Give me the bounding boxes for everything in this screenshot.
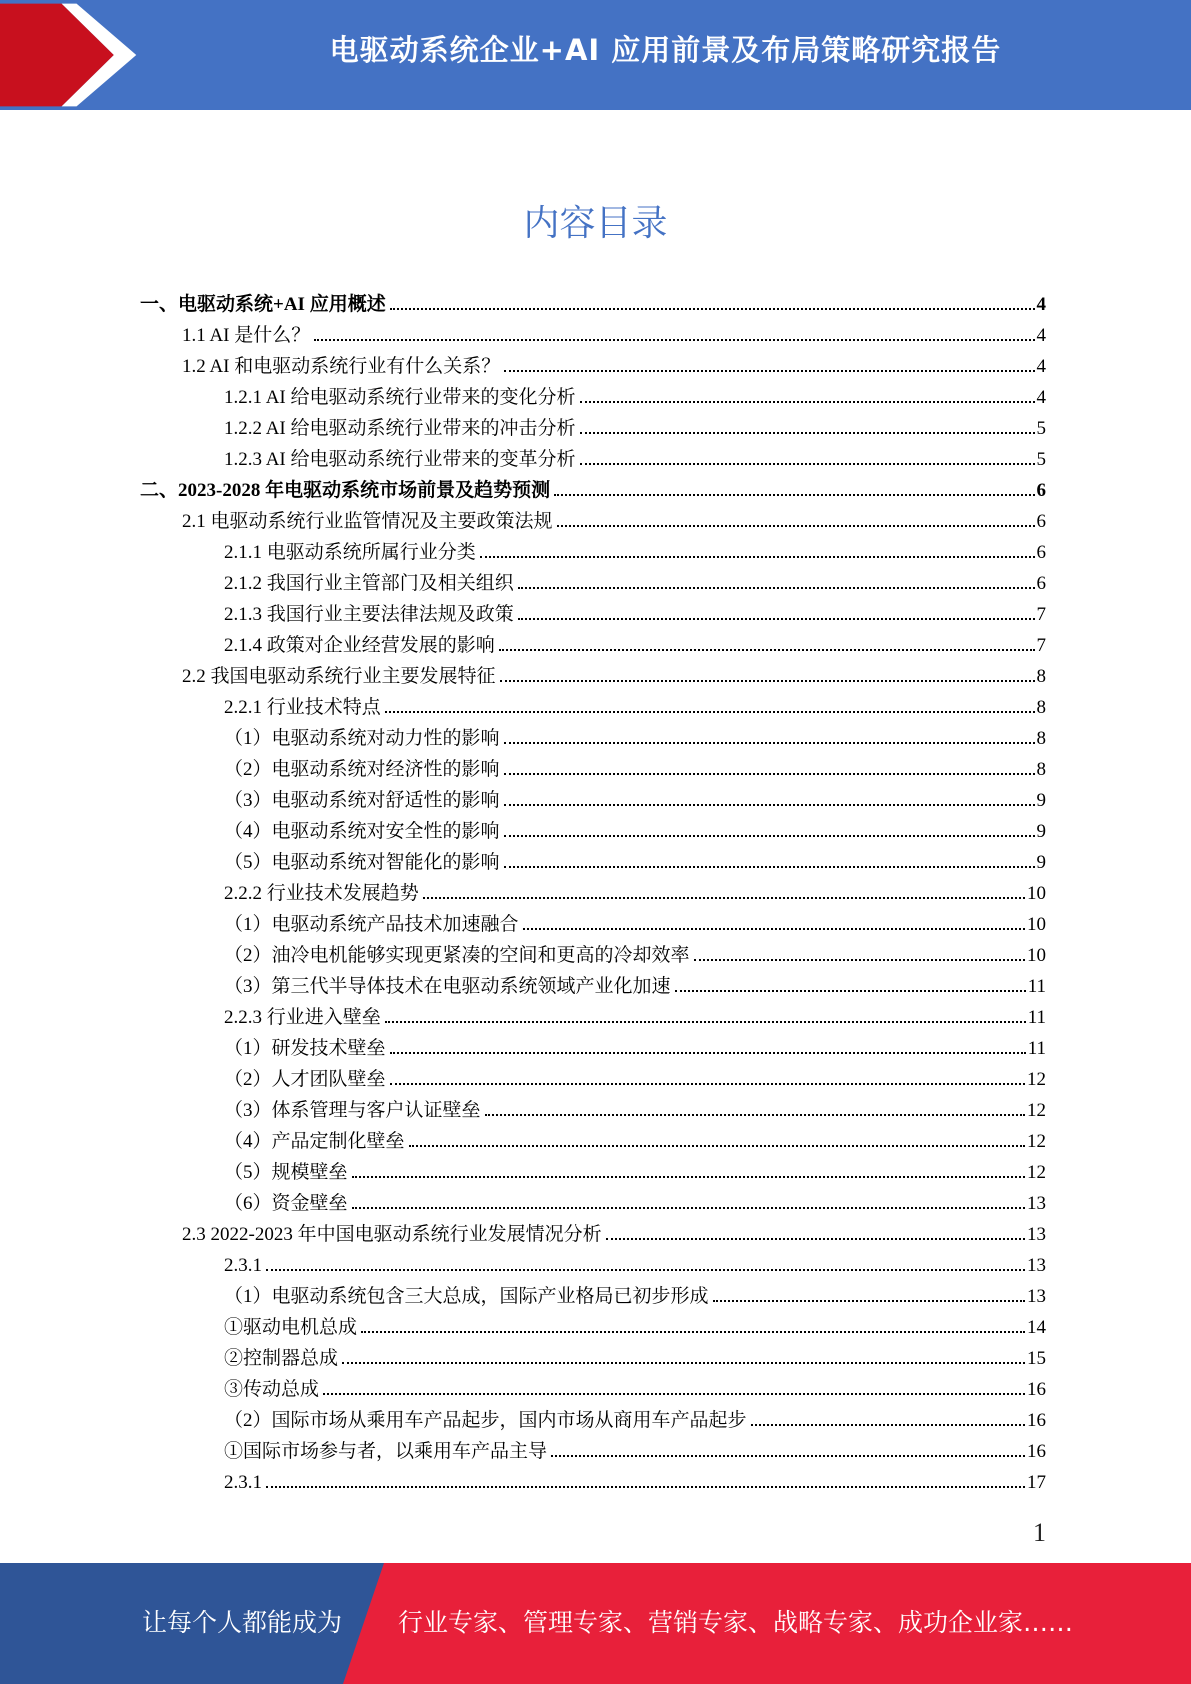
toc-entry[interactable]	[224, 1370, 1046, 1401]
toc-entry-text: （1）研发技术壁垒	[224, 1038, 386, 1059]
toc-entry-page: 8	[1036, 697, 1046, 718]
toc-entry[interactable]	[140, 471, 1046, 502]
toc-entry-text: 2.2.1 行业技术特点	[224, 697, 381, 718]
toc-leader-dots	[485, 1114, 1025, 1116]
toc-leader-dots	[557, 525, 1035, 527]
toc-entry-page: 11	[1027, 1007, 1046, 1028]
toc-leader-dots	[606, 1238, 1025, 1240]
toc-leader-dots	[694, 959, 1025, 961]
toc-entry[interactable]	[224, 1091, 1046, 1122]
toc-entry[interactable]	[224, 781, 1046, 812]
toc-entry-page: 4	[1036, 356, 1046, 377]
toc-leader-dots	[554, 494, 1034, 496]
toc-entry-page: 6	[1036, 511, 1046, 532]
toc-entry[interactable]	[224, 378, 1046, 409]
toc-leader-dots	[504, 804, 1035, 806]
toc-entry-page: 12	[1027, 1069, 1046, 1090]
toc-entry-page: 4	[1036, 294, 1046, 315]
toc-entry[interactable]	[224, 1029, 1046, 1060]
toc-entry-page: 6	[1036, 480, 1046, 501]
footer-slogan-left: 让每个人都能成为	[142, 1608, 343, 1637]
toc-entry-text: ③传动总成	[224, 1379, 320, 1400]
toc-entry-text: 2.3.1	[224, 1255, 262, 1276]
toc-entry-text: （1）电驱动系统包含三大总成，国际产业格局已初步形成	[224, 1286, 709, 1307]
toc-entry-page: 8	[1036, 728, 1046, 749]
toc-leader-dots	[390, 1083, 1025, 1085]
toc-leader-dots	[580, 432, 1035, 434]
toc-entry-text: （2）国际市场从乘用车产品起步，国内市场从商用车产品起步	[224, 1410, 747, 1431]
toc-leader-dots	[523, 928, 1025, 930]
toc-leader-dots	[751, 1424, 1025, 1426]
toc-entry[interactable]	[224, 936, 1046, 967]
toc-entry[interactable]	[224, 1277, 1046, 1308]
toc-entry-text: 1.2.3 AI 给电驱动系统行业带来的变革分析	[224, 449, 576, 470]
toc-entry[interactable]	[224, 1432, 1046, 1463]
toc-entry-page: 12	[1027, 1100, 1046, 1121]
toc-entry-text: 二、2023-2028 年电驱动系统市场前景及趋势预测	[140, 480, 551, 501]
toc-entry-text: 2.3 2022-2023 年中国电驱动系统行业发展情况分析	[182, 1224, 602, 1245]
toc-entry-page: 8	[1036, 759, 1046, 780]
toc-entry[interactable]	[224, 409, 1046, 440]
toc-entry-page: 15	[1027, 1348, 1046, 1369]
toc-entry-text: （3）电驱动系统对舒适性的影响	[224, 790, 500, 811]
toc-entry-page: 6	[1036, 573, 1046, 594]
toc-entry-page: 4	[1036, 387, 1046, 408]
toc-entry[interactable]	[224, 905, 1046, 936]
toc-leader-dots	[518, 587, 1035, 589]
toc-entry[interactable]	[224, 843, 1046, 874]
toc-entry-page: 9	[1036, 821, 1046, 842]
toc-entry-page: 12	[1027, 1131, 1046, 1152]
toc-entry-text: 1.2.2 AI 给电驱动系统行业带来的冲击分析	[224, 418, 576, 439]
toc-entry-page: 17	[1027, 1472, 1046, 1493]
toc-entry-page: 8	[1036, 666, 1046, 687]
toc-leader-dots	[504, 866, 1035, 868]
toc-entry-text: （6）资金壁垒	[224, 1193, 348, 1214]
toc-entry-page: 5	[1036, 418, 1046, 439]
toc-entry[interactable]	[224, 1339, 1046, 1370]
toc-entry-page: 10	[1027, 883, 1046, 904]
toc-leader-dots	[504, 773, 1035, 775]
toc-leader-dots	[499, 649, 1035, 651]
toc-entry-text: 2.2 我国电驱动系统行业主要发展特征	[182, 666, 496, 687]
toc-leader-dots	[504, 835, 1035, 837]
toc-leader-dots	[342, 1362, 1025, 1364]
toc-entry-page: 16	[1027, 1379, 1046, 1400]
toc-entry-text: 2.2.3 行业进入壁垒	[224, 1007, 381, 1028]
toc-entry-text: 1.2 AI 和电驱动系统行业有什么关系？	[182, 356, 501, 377]
toc-entry-page: 6	[1036, 542, 1046, 563]
toc-entry-text: （1）电驱动系统产品技术加速融合	[224, 914, 519, 935]
toc-entry-page: 11	[1027, 976, 1046, 997]
toc-entry[interactable]	[224, 719, 1046, 750]
toc-entry-page: 9	[1036, 790, 1046, 811]
toc-leader-dots	[409, 1145, 1025, 1147]
toc-entry[interactable]	[224, 1153, 1046, 1184]
toc-leader-dots	[551, 1455, 1025, 1457]
toc-leader-dots	[675, 990, 1026, 992]
toc-heading: 内容目录	[523, 203, 668, 244]
toc-leader-dots	[500, 680, 1035, 682]
toc-leader-dots	[518, 618, 1035, 620]
toc-entry[interactable]	[224, 1401, 1046, 1432]
toc-leader-dots	[504, 370, 1034, 372]
toc-leader-dots	[266, 1269, 1025, 1271]
toc-entry-text: 2.1.1 电驱动系统所属行业分类	[224, 542, 476, 563]
toc-entry-text: （5）电驱动系统对智能化的影响	[224, 852, 500, 873]
toc-leader-dots	[314, 339, 1034, 341]
page-number: 1	[1033, 1518, 1046, 1547]
toc-entry[interactable]	[224, 874, 1046, 905]
toc-leader-dots	[480, 556, 1035, 558]
toc-leader-dots	[323, 1393, 1025, 1395]
toc-entry-text: （5）规模壁垒	[224, 1162, 348, 1183]
toc-entry[interactable]	[140, 285, 1046, 316]
toc-entry[interactable]	[182, 502, 1046, 533]
toc-leader-dots	[390, 1052, 1026, 1054]
toc-entry[interactable]	[182, 347, 1046, 378]
toc-entry[interactable]	[224, 1060, 1046, 1091]
toc-entry[interactable]	[224, 595, 1046, 626]
toc-leader-dots	[580, 401, 1035, 403]
toc-entry-page: 13	[1027, 1193, 1046, 1214]
toc-leader-dots	[352, 1207, 1025, 1209]
toc-entry-page: 14	[1027, 1317, 1046, 1338]
toc-entry[interactable]	[182, 1215, 1046, 1246]
toc-entry-text: 2.2.2 行业技术发展趋势	[224, 883, 419, 904]
toc-entry-text: （1）电驱动系统对动力性的影响	[224, 728, 500, 749]
toc-entry[interactable]	[224, 967, 1046, 998]
toc-entry[interactable]	[224, 626, 1046, 657]
toc-leader-dots	[385, 711, 1035, 713]
toc-entry-text: 2.1 电驱动系统行业监管情况及主要政策法规	[182, 511, 553, 532]
toc-entry-page: 13	[1027, 1224, 1046, 1245]
toc-entry-text: 2.3.1	[224, 1472, 262, 1493]
toc-entry-text: （3）第三代半导体技术在电驱动系统领域产业化加速	[224, 976, 671, 997]
toc-entry-text: （2）电驱动系统对经济性的影响	[224, 759, 500, 780]
toc-entry[interactable]	[224, 564, 1046, 595]
toc-entry[interactable]	[224, 998, 1046, 1029]
toc-entry-text: ②控制器总成	[224, 1348, 339, 1369]
toc-entry-text: （4）产品定制化壁垒	[224, 1131, 405, 1152]
toc-leader-dots	[423, 897, 1025, 899]
toc-leader-dots	[266, 1486, 1025, 1488]
toc-entry-page: 4	[1036, 325, 1046, 346]
toc-entry-text: 一、电驱动系统+AI 应用概述	[140, 294, 386, 315]
toc-entry[interactable]	[182, 657, 1046, 688]
toc-entry-page: 10	[1027, 914, 1046, 935]
toc-leader-dots	[352, 1176, 1025, 1178]
toc-entry-text: （2）人才团队壁垒	[224, 1069, 386, 1090]
toc-entry-text: （3）体系管理与客户认证壁垒	[224, 1100, 481, 1121]
toc-entry[interactable]	[224, 750, 1046, 781]
toc-entry-page: 16	[1027, 1410, 1046, 1431]
toc-entry-text: 2.1.4 政策对企业经营发展的影响	[224, 635, 495, 656]
header-arrow-decoration	[0, 0, 140, 110]
toc-entry-text: ①国际市场参与者，以乘用车产品主导	[224, 1441, 548, 1462]
report-title: 电驱动系统企业+AI 应用前景及布局策略研究报告	[329, 33, 1002, 67]
footer-slogan-right: 行业专家、管理专家、营销专家、战略专家、成功企业家……	[398, 1608, 1074, 1637]
toc-entry-page: 7	[1036, 604, 1046, 625]
toc-entry[interactable]	[224, 1122, 1046, 1153]
header-banner	[0, 0, 1191, 110]
toc-entry[interactable]	[224, 1184, 1046, 1215]
toc-entry[interactable]	[224, 688, 1046, 719]
toc-entry-page: 16	[1027, 1441, 1046, 1462]
toc-leader-dots	[385, 1021, 1026, 1023]
toc-leader-dots	[713, 1300, 1025, 1302]
toc-entry-page: 7	[1036, 635, 1046, 656]
toc-entry-page: 13	[1027, 1255, 1046, 1276]
toc-entry-page: 10	[1027, 945, 1046, 966]
toc-entry-text: 2.1.2 我国行业主管部门及相关组织	[224, 573, 514, 594]
toc-entry-text: 1.2.1 AI 给电驱动系统行业带来的变化分析	[224, 387, 576, 408]
toc-entry[interactable]	[224, 533, 1046, 564]
toc-leader-dots	[390, 308, 1035, 310]
toc-entry-page: 11	[1027, 1038, 1046, 1059]
toc-leader-dots	[361, 1331, 1025, 1333]
toc-entry[interactable]	[224, 812, 1046, 843]
toc-entry[interactable]	[224, 1246, 1046, 1277]
toc-entry-text: （2）油冷电机能够实现更紧凑的空间和更高的冷却效率	[224, 945, 690, 966]
toc-entry[interactable]	[224, 440, 1046, 471]
toc-entry-page: 5	[1036, 449, 1046, 470]
toc-entry-text: ①驱动电机总成	[224, 1317, 358, 1338]
toc-leader-dots	[504, 742, 1035, 744]
toc-entry[interactable]	[224, 1463, 1046, 1494]
toc-entry[interactable]	[224, 1308, 1046, 1339]
toc-entry[interactable]	[182, 316, 1046, 347]
toc-entry-text: （4）电驱动系统对安全性的影响	[224, 821, 500, 842]
toc-entry-page: 9	[1036, 852, 1046, 873]
toc-entry-page: 13	[1027, 1286, 1046, 1307]
toc-entry-text: 2.1.3 我国行业主要法律法规及政策	[224, 604, 514, 625]
toc-entry-page: 12	[1027, 1162, 1046, 1183]
toc-leader-dots	[580, 463, 1035, 465]
toc-entry-text: 1.1 AI 是什么？	[182, 325, 311, 346]
